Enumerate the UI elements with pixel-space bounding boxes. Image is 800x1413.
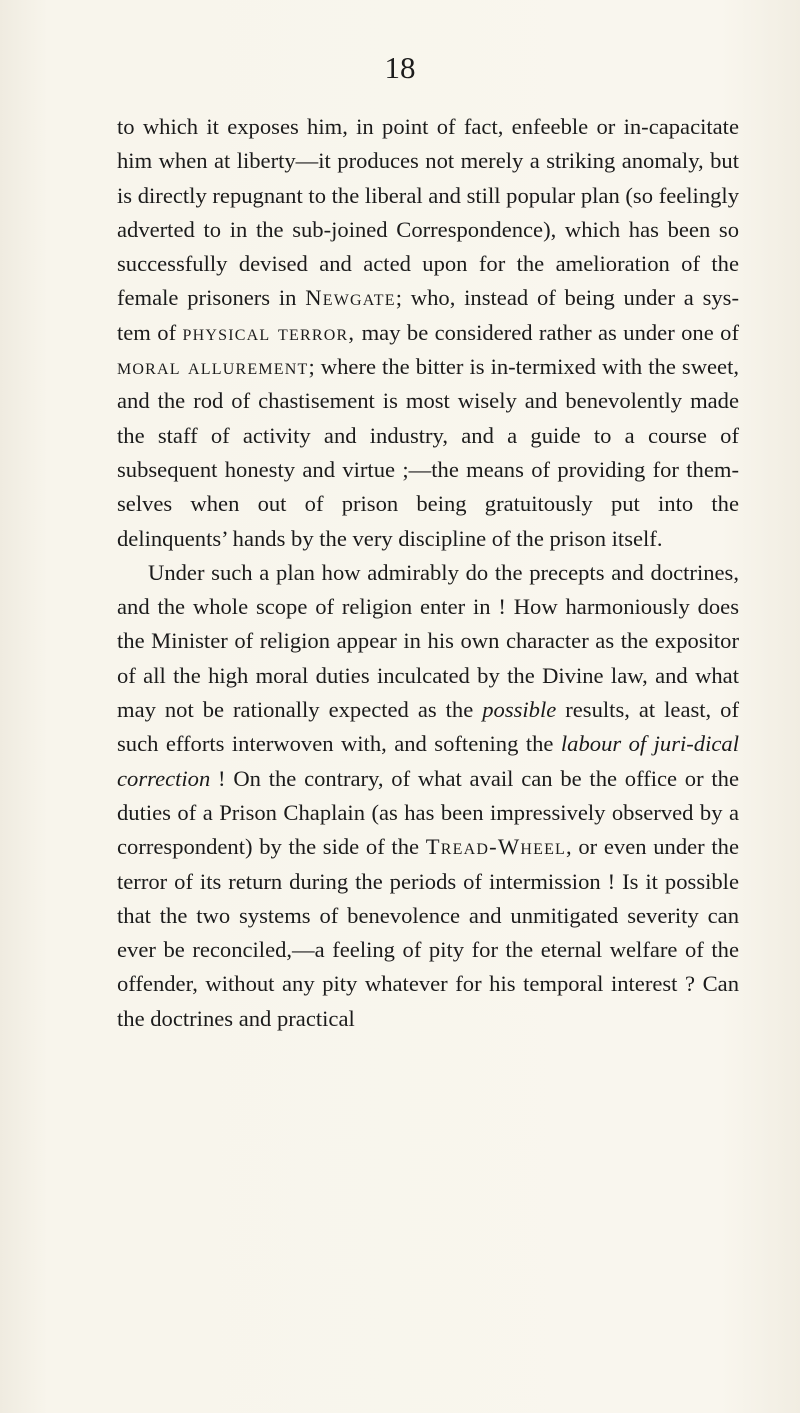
page-number: 18 bbox=[384, 50, 416, 85]
physical-terror-term: physical terror, bbox=[182, 319, 356, 345]
body-text bbox=[117, 110, 739, 1036]
paragraph-2 bbox=[117, 556, 739, 1036]
paragraph-2-text-d: , or even under the terror of its return during the periods of intermission ! Is it possible that the two systems of benevolence and unmitigated severity can ever be reconciled,—a feeling of pity for the eternal welfare of the offender, without any pity whatever for his temporal interest ? Can the doctrines and practical bbox=[117, 834, 739, 1031]
newgate-term: Newgate bbox=[305, 285, 396, 311]
tread-wheel-term: Tread-Wheel bbox=[425, 834, 567, 860]
paragraph-1-text-a: to which it exposes him, in point of fact, enfeeble or in-capacitate him when at liberty—it produces not merely a striking anomaly, but is directly repugnant to the liberal and still popular plan (so feelingly adverted to in the sub-joined Correspondence), which has been so successfully devised and acted upon for the amelioration of the female prisoners in bbox=[117, 114, 739, 311]
possible-emphasis: possible bbox=[482, 697, 557, 723]
labour-emphasis: labour of juri-dical correction bbox=[117, 731, 739, 791]
paragraph-2-text-a: Under such a plan how admirably do the precepts and doctrines, and the whole scope of religion enter in ! How harmoniously does the Minister of religion appear in his own character as the expositor of all the high moral duties inculcated by the Divine law, and what may not be rationally expected as the bbox=[117, 559, 739, 723]
paragraph-1-text-c: may be considered rather as under one of bbox=[355, 319, 739, 345]
paragraph-2-text-c: ! On the contrary, of what avail can be the office or the duties of a Prison Chaplain (as has been impressively observed by a correspondent) by the side of the bbox=[117, 765, 739, 860]
paragraph-1 bbox=[117, 110, 739, 556]
paragraph-1-text-d: ; where the bitter is in-termixed with the sweet, and the rod of chastisement is most wisely and benevolently made the staff of activity and industry, and a guide to a course of subsequent honesty and virtue ;—the means of providing for them-selves when out of prison being gratuitously put into the delinquents’ hands by the very discipline of the prison itself. bbox=[117, 354, 739, 551]
paragraph-1-text-b: ; who, instead of being under a sys-tem of bbox=[117, 285, 739, 345]
moral-allurement-term: moral allurement bbox=[117, 354, 309, 380]
paragraph-2-text-b: results, at least, of such efforts interwoven with, and softening the bbox=[117, 697, 739, 757]
